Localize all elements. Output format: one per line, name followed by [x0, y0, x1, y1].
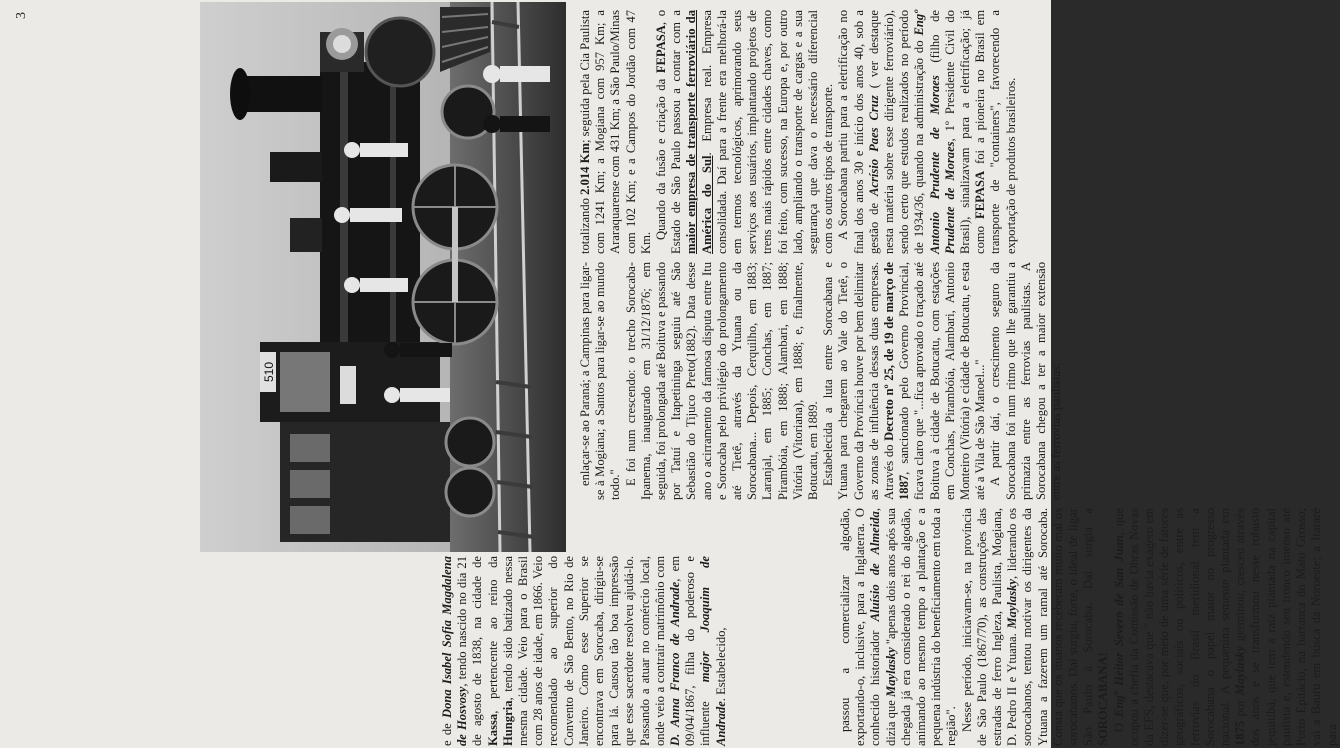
text-run: , o Estado de São Paulo passou a contar com a: [654, 10, 684, 254]
text-run: A Sorocabana partiu para a eletrificação no final dos anos 30 e início dos anos 40, sob a gestão de: [836, 10, 881, 254]
text-run: SOROCABANA!: [1096, 652, 1111, 746]
text-run: , tendo nascido no dia 21 de agosto de 1838, na cidade de: [455, 556, 485, 746]
text-run: , tendo sido batizado nessa mesma cidade. Veio para o Brasil com 28 anos de idade, em 1866. Veio recomendado ao superior do Convento de São Bento, no Rio de Janeiro. Como esse Superior se encontrava em Sorocaba, dirigiu-se para lá. Causou tão boa impressão que esse sacerdote resolveu ajudá-lo. Passando a atuar no comércio local, onde veio a contrair matrimônio com: [500, 556, 667, 746]
engine-number-plate: 510: [262, 361, 276, 383]
text-run: FEPASA: [973, 170, 988, 219]
text-run: Maylasky: [883, 647, 898, 697]
text-run: ; seguida pela Cia Paulista com 1241 Km; a Mogiana com 957 Km; a Araraquarense com 431 Km; a São Paulo/Minas com 102 Km; e a Campos do Jordão com 47 Km.: [578, 10, 653, 254]
page-number: 3: [14, 12, 29, 19]
text-run: A partir daí, o crescimento seguro da Sorocabana foi num ritmo que lhe garantiu a primazia entre as ferrovias paulistas. A Sorocabana chegou a ter a maior extensão entre as ferrovias paulistas:: [988, 262, 1064, 500]
text-run: 1875: [1233, 720, 1248, 746]
paragraph: [624, 262, 822, 500]
text-run: ( ver destaque nesta matéria sobre esse dirigente ferroviário), sendo certo que estudos realizados no período de 1934/36, quando na administração do: [866, 9, 927, 254]
paragraph: [836, 10, 1018, 254]
text-run: foi a pioneira no Brasil em transporte de "containers", favorecendo a exportação de produtos brasileiros.: [973, 10, 1018, 254]
text-run: e de: [440, 718, 454, 746]
text-run: Prudente de Moraes: [942, 141, 957, 254]
paragraph: [960, 508, 1112, 746]
text-run: enlaçar-se ao Paraná; a Campinas para ligar-se à Mogiana; a Santos para ligar-se ao mundo todo.": [578, 262, 623, 500]
text-run: totalizando: [578, 194, 592, 254]
text-run: , sancionado pelo Governo Provincial, ficava claro que "...fica aprovado o traçado até Boituva à cidade de Botucatu, com estações em Conchas, Pirambóia, Alambari, Antonio Monteiro (Vitória) e cidade de Botucatu, e esta até a Vila de São Manoel...": [897, 262, 988, 500]
locomotive-photo: [200, 2, 566, 552]
paragraph: [440, 556, 729, 746]
text-run: (filho de: [927, 10, 942, 76]
steam-locomotive-photo-icon: [200, 2, 566, 552]
text-run: germinou, cresceu através dos anos e se transformou nesse robusto jequitibá, que tem a raiz plantada na capital paulista e, estendendo seu tronco imenso até Porto Epitácio, na barranca do Mato Grosso; vai a Bauru em busca da Noroeste; a Itararé para: [1233, 508, 1339, 746]
text-run: , em 09/04/1867, filha do poderoso e influente: [668, 556, 713, 746]
text-run: Hungria: [500, 700, 515, 746]
text-run: E foi num crescendo: o trecho Sorocaba-Ipanema, inaugurado em 31/12/1876; em seguida, foi prolongada até Boituva e passando por Tatuí e Itapetininga seguiu até São Sebastião do Tijuco Preto(1882). Data desse ano o acirramento da famosa disputa entre Itu e Sorocaba pelo privilégio do prolongamento até Tietê, através da Ytuana ou da Sorocabana... Depois, Cerquilho, em 1883; Laranjal, em 1885; Conchas, em 1887; Pirambóia, em 1888; Alambari, em 1888; Vitória (Vitoriana), em 1888; e, finalmente, Botucatu, em 1889.: [623, 262, 821, 500]
text-run: , pertencente ao reino da: [485, 556, 500, 714]
text-run: O: [1111, 717, 1126, 732]
text-run: Nesse período, iniciavam-se, na província de São Paulo (1867/70), as construções das estradas de ferro Ingleza, Paulista, Mogiana, D. Pedro II e Ytuana.: [959, 508, 1020, 746]
text-run: , que ocupou a chefia da Comissão de Obras Novas da EFS, destacava que " não havia exagero em dizer-se que, por meio de uma série de fatores geográficos, sociais ou políticos, entre as ferrovias do Brasil meridional tem a Sorocabana o papel maior no progresso nacional. A pequenina semente plantada em: [1111, 508, 1233, 746]
text-run: FEPASA: [654, 25, 669, 74]
column-2: [578, 262, 1065, 500]
paragraph: [654, 10, 836, 254]
text-run: Engº Antonio Prudente de Moraes: [912, 10, 942, 254]
column-3: [578, 10, 1019, 254]
text-run: . Estabelecido,: [713, 627, 728, 702]
text-run: D. Anna Franco de Andrade: [668, 581, 683, 746]
text-run: Dona Isabel Sofia Magdalena de Hosvosy: [440, 556, 470, 746]
text-run: por: [1233, 695, 1248, 721]
text-run: Kassa: [485, 713, 500, 746]
paragraph: [578, 262, 624, 500]
paragraph: [988, 262, 1064, 500]
text-run: "apenas dois anos após sua chegada já era considerado o rei do algodão, animando ao mesmo tempo a plantação e a pequena indústria do beneficiamento em toda a região".: [883, 508, 959, 746]
text-run: , 1º Presidente Civil do Brasil), sinalizavam para a eletrificação; já como: [942, 10, 988, 254]
text-run: maior empresa de transporte ferroviário da América do Sul: [684, 10, 714, 254]
column-1-bottom: [838, 508, 1340, 746]
text-run: . Empresa real. Empresa consolidada. Daí para a frente era melhorá-la em termos tecnológicos, aprimorando seus serviços aos usuários, implantando projetos de trens mais rápidos entre cidades chaves, como foi feito, com sucesso, na Europa e, por outro lado, ampliando o transporte de cargas e a sua segurança que dava o necessário diferencial com os outros tipos de transporte.: [699, 9, 836, 254]
text-run: Quando da fusão e criação da: [654, 73, 669, 240]
text-run: , liderando os sorocabanos, tentou motivar os dirigentes da Ytuana a fazerem um ramal até Sorocaba. Consta que os ituanos receberam muito mal os sorocabanos. Daí surgiu, forte, o ideal de ligar São Paulo à Sorocaba. Daí surgia a: [1005, 508, 1096, 746]
paragraph: [1112, 508, 1340, 746]
text-run: major Joaquim de Andrade: [698, 556, 728, 746]
text-run: Maylasky: [1233, 645, 1248, 696]
text-run: passou a comercializar algodão, exportando-o, inclusive, para a Inglaterra. O conhecido historiador: [838, 508, 883, 746]
text-run: Engº Heitor Severo de San Juan: [1111, 535, 1126, 718]
text-run: Acrísio Paes Cruz: [866, 95, 881, 196]
text-run: Decreto nº 25, de 19 de março de 1887: [882, 262, 912, 500]
text-run: Maylasky: [1005, 578, 1020, 629]
paragraph: [578, 10, 654, 254]
text-run: 2.014 Km: [578, 143, 592, 195]
paragraph: [821, 262, 988, 500]
text-run: Aluísio de Almeida: [868, 511, 883, 622]
text-run: Estabelecida a luta entre Sorocabana e Ytuana para chegarem ao Vale do Tietê, o Governo da Província houve por bem delimitar as zonas de influência dessas duas empresas. Através do: [821, 262, 897, 500]
paragraph: [838, 508, 960, 746]
text-run: , dizia que: [868, 508, 898, 746]
column-1-top: [440, 556, 729, 746]
